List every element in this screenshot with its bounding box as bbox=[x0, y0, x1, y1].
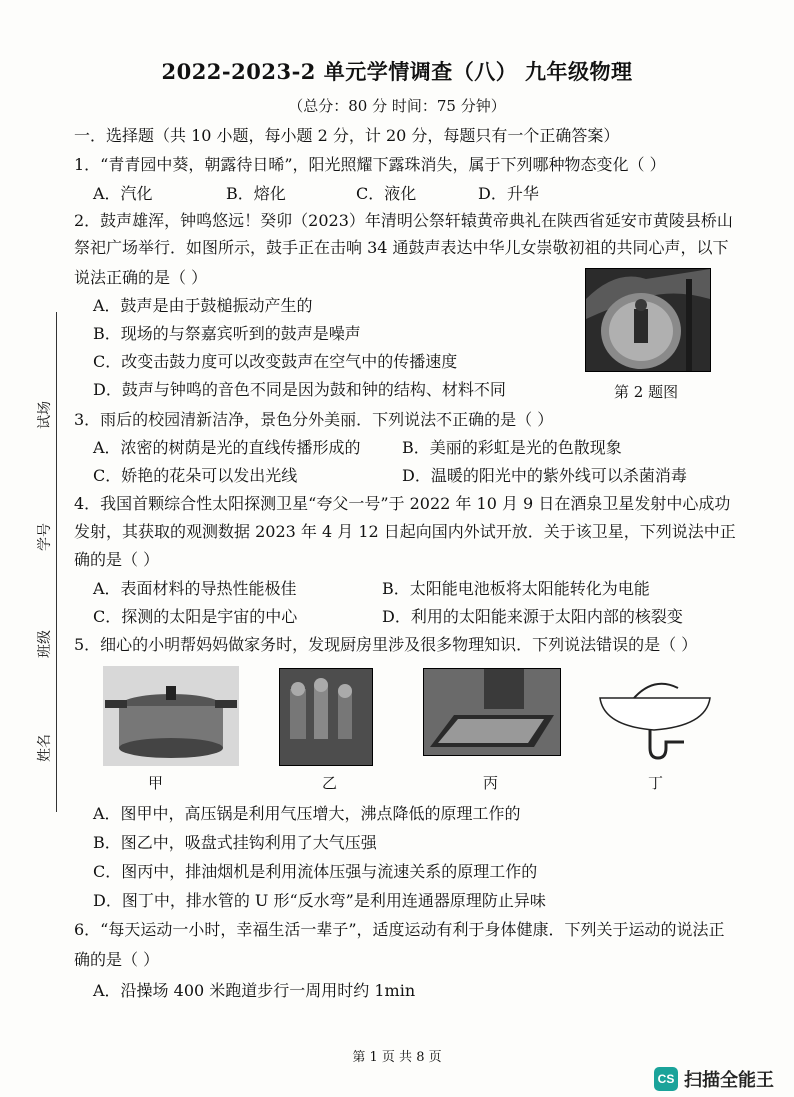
q1-option-c: C．液化 bbox=[356, 184, 417, 203]
q2-option-b: B．现场的与祭嘉宾听到的鼓声是噪声 bbox=[93, 324, 361, 343]
q2-option-a: A．鼓声是由于鼓槌振动产生的 bbox=[93, 296, 313, 315]
q5-option-b: B．图乙中，吸盘式挂钩利用了大气压强 bbox=[93, 833, 377, 852]
question-4-line-1: 4．我国首颗综合性太阳探测卫星“夸父一号”于 2022 年 10 月 9 日在酒泉卫星发射中心成功 bbox=[74, 494, 731, 513]
question-3-stem: 3．雨后的校园清新洁净，景色分外美丽．下列说法不正确的是（ ） bbox=[74, 410, 554, 429]
q2-figure-caption: 第 2 题图 bbox=[614, 383, 679, 401]
q4-option-d: D．利用的太阳能来源于太阳内部的核裂变 bbox=[382, 607, 683, 626]
q5-option-a: A．图甲中，高压锅是利用气压增大，沸点降低的原理工作的 bbox=[93, 804, 521, 823]
q3-option-d: D．温暖的阳光中的紫外线可以杀菌消毒 bbox=[402, 466, 687, 485]
side-label-class: 班级 bbox=[37, 630, 53, 658]
q6-option-a: A．沿操场 400 米跑道步行一周用时约 1min bbox=[93, 981, 416, 1000]
q5-option-c: C．图丙中，排油烟机是利用流体压强与流速关系的原理工作的 bbox=[93, 862, 538, 881]
scanner-watermark-text: 扫描全能王 bbox=[684, 1070, 774, 1090]
fig-label-ding: 丁 bbox=[648, 774, 664, 792]
fig-label-yi: 乙 bbox=[322, 774, 338, 792]
question-5-stem: 5．细心的小明帮妈妈做家务时，发现厨房里涉及很多物理知识．下列说法错误的是（ ） bbox=[74, 635, 698, 654]
page-title: 2022-2023-2 单元学情调查（八） 九年级物理 bbox=[161, 59, 633, 84]
q3-option-c: C．娇艳的花朵可以发出光线 bbox=[93, 466, 298, 485]
q2-option-c: C．改变击鼓力度可以改变鼓声在空气中的传播速度 bbox=[93, 352, 458, 371]
q1-option-d: D．升华 bbox=[478, 184, 539, 203]
q5-option-d: D．图丁中，排水管的 U 形“反水弯”是利用连通器原理防止异味 bbox=[93, 891, 546, 910]
section-heading: 一．选择题（共 10 小题，每小题 2 分，计 20 分，每题只有一个正确答案） bbox=[74, 126, 620, 145]
q4-option-a: A．表面材料的导热性能极佳 bbox=[93, 579, 297, 598]
pressure-cooker-photo bbox=[103, 666, 239, 766]
q4-option-c: C．探测的太阳是宇宙的中心 bbox=[93, 607, 298, 626]
question-2-line-2: 祭祀广场举行．如图所示，鼓手正在击响 34 通鼓声表达中华儿女崇敬初祖的共同心声，以下 bbox=[74, 238, 729, 257]
question-4-line-3: 确的是（ ） bbox=[74, 550, 160, 569]
q3-option-a: A．浓密的树荫是光的直线传播形成的 bbox=[93, 438, 361, 457]
side-label-exam-room: 试场 bbox=[37, 401, 53, 429]
side-label-name: 姓名 bbox=[37, 734, 53, 762]
exam-info: （总分：80 分 时间：75 分钟） bbox=[288, 97, 506, 115]
fig-label-bing: 丙 bbox=[483, 774, 499, 792]
q2-option-d: D．鼓声与钟鸣的音色不同是因为鼓和钟的结构、材料不同 bbox=[93, 380, 506, 399]
q4-option-b: B．太阳能电池板将太阳能转化为电能 bbox=[382, 579, 650, 598]
suction-hook-photo bbox=[279, 668, 373, 766]
drummer-image bbox=[586, 269, 710, 371]
camscanner-logo-icon: CS bbox=[654, 1067, 678, 1091]
q1-option-a: A．汽化 bbox=[93, 184, 153, 203]
page-number: 第 1 页 共 8 页 bbox=[352, 1050, 442, 1065]
scanner-watermark bbox=[654, 1064, 786, 1094]
question-2-line-1: 2．鼓声雄浑，钟鸣悠远！癸卯（2023）年清明公祭轩辕黄帝典礼在陕西省延安市黄陵县桥山 bbox=[74, 211, 733, 230]
q1-option-b: B．熔化 bbox=[226, 184, 286, 203]
range-hood-photo bbox=[423, 668, 561, 756]
question-1-stem: 1．“青青园中葵，朝露待日晞”，阳光照耀下露珠消失，属于下列哪种物态变化（ ） bbox=[74, 155, 666, 174]
question-6-line-2: 确的是（ ） bbox=[74, 950, 160, 969]
question-2-line-3: 说法正确的是（ ） bbox=[74, 268, 208, 287]
q3-option-b: B．美丽的彩虹是光的色散现象 bbox=[402, 438, 622, 457]
sink-drain-drawing bbox=[594, 670, 716, 766]
question-6-line-1: 6．“每天运动一小时，幸福生活一辈子”，适度运动有利于身体健康．下列关于运动的说法正 bbox=[74, 920, 725, 939]
fig-label-jia: 甲 bbox=[148, 774, 164, 792]
side-label-student-no: 学号 bbox=[37, 523, 53, 551]
binding-line bbox=[56, 312, 57, 812]
question-4-line-2: 发射，其获取的观测数据 2023 年 4 月 12 日起向国内外试开放．关于该卫星，下列说法中正 bbox=[74, 522, 736, 541]
drum-photo bbox=[585, 268, 711, 372]
